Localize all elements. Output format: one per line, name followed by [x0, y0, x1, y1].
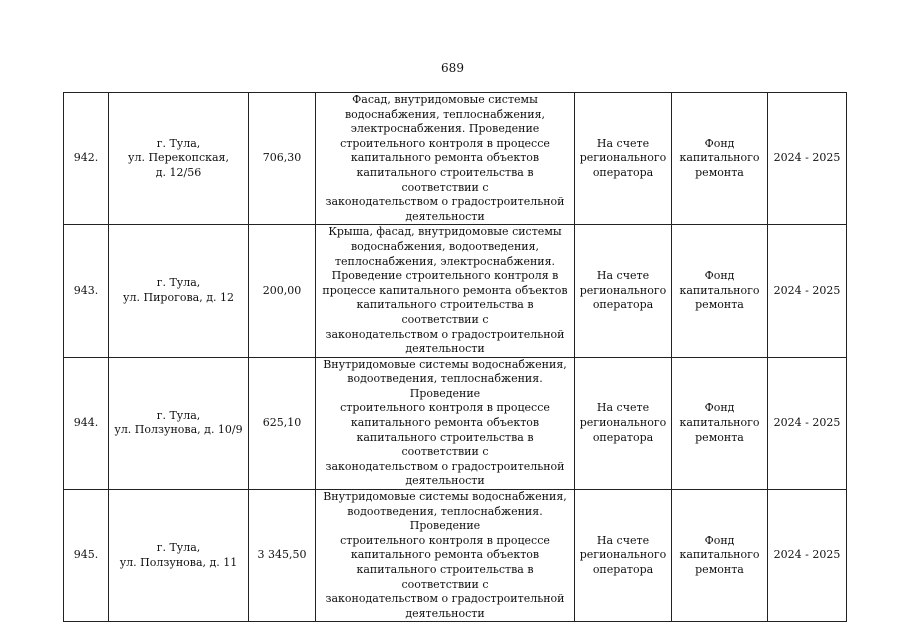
row-number-cell: [64, 225, 109, 357]
account-line: регионального: [579, 416, 667, 430]
fund-line: ремонта: [695, 298, 744, 312]
table-row: [64, 490, 847, 622]
address-line: д. 12/56: [155, 165, 202, 179]
fund-line: Фонд: [704, 136, 735, 150]
works-line: законодательством о градостроительной: [325, 459, 565, 473]
account-cell: [575, 357, 672, 489]
works-line: Крыша, фасад, внутридомовые системы: [328, 225, 562, 239]
account-line: оператора: [592, 298, 654, 312]
table-row: [64, 93, 847, 225]
row-number-cell: [64, 93, 109, 225]
address-line: г. Тула,: [156, 541, 201, 555]
account-line: регионального: [579, 151, 667, 165]
works-cell: [316, 93, 575, 225]
row-number: 943.: [73, 283, 99, 297]
fund-line: Фонд: [704, 401, 735, 415]
address-line: ул. Перекопская,: [128, 151, 229, 165]
works-line: законодательством о градостроительной: [325, 195, 565, 209]
area-value: 706,30: [262, 151, 302, 165]
fund-cell: [672, 225, 768, 357]
period-value: 2024 - 2025: [773, 283, 841, 297]
account-line: На счете: [596, 136, 650, 150]
fund-line: Фонд: [704, 533, 735, 547]
row-number: 942.: [73, 151, 99, 165]
address-line: г. Тула,: [156, 136, 201, 150]
account-line: оператора: [592, 563, 654, 576]
works-cell: [316, 357, 575, 489]
fund-line: капитального: [679, 283, 760, 297]
area-cell: [249, 357, 316, 489]
account-line: регионального: [579, 283, 667, 297]
works-line: водоснабжения, теплоснабжения,: [344, 107, 546, 121]
works-line: деятельности: [405, 209, 485, 223]
period-value: 2024 - 2025: [773, 548, 841, 562]
period-cell: [768, 93, 847, 225]
works-line: водоотведения, теплоснабжения. Проведение: [347, 372, 543, 400]
account-line: оператора: [592, 430, 654, 444]
table-row: [64, 357, 847, 489]
account-cell: [575, 225, 672, 357]
works-line: деятельности: [405, 474, 485, 488]
period-cell: [768, 490, 847, 622]
table-row: [64, 225, 847, 357]
row-number: 944.: [73, 416, 99, 430]
account-line: оператора: [592, 165, 654, 179]
account-line: регионального: [579, 548, 667, 562]
fund-line: ремонта: [695, 165, 744, 179]
fund-cell: [672, 490, 768, 622]
area-cell: [249, 490, 316, 622]
works-cell: [316, 225, 575, 357]
fund-line: капитального: [679, 151, 760, 165]
works-line: строительного контроля в процессе: [340, 533, 550, 547]
address-cell: [109, 225, 249, 357]
works-line: водоснабжения, водоотведения,: [350, 239, 540, 253]
works-line: Проведение строительного контроля в: [331, 269, 559, 283]
works-line: капитального строительства в соответствии с: [356, 563, 534, 591]
row-number-cell: [64, 357, 109, 489]
works-line: электроснабжения. Проведение: [350, 122, 540, 136]
fund-cell: [672, 93, 768, 225]
row-number: 945.: [73, 548, 99, 562]
period-cell: [768, 225, 847, 357]
works-line: капитального строительства в соответствии с: [356, 298, 534, 326]
area-value: 200,00: [262, 283, 302, 297]
period-value: 2024 - 2025: [773, 416, 841, 430]
fund-line: ремонта: [695, 430, 744, 444]
works-line: капитального строительства в соответствии с: [356, 430, 534, 459]
address-line: ул. Ползунова, д. 11: [119, 555, 238, 569]
account-line: На счете: [596, 533, 650, 547]
account-cell: [575, 490, 672, 622]
account-line: На счете: [596, 401, 650, 415]
works-line: Фасад, внутридомовые системы: [352, 93, 538, 106]
address-cell: [109, 357, 249, 489]
works-line: строительного контроля в процессе: [340, 401, 550, 415]
works-line: деятельности: [405, 342, 485, 356]
works-line: законодательством о градостроительной: [325, 592, 565, 606]
works-line: капитального ремонта объектов: [350, 416, 540, 430]
works-line: Внутридомовые системы водоснабжения,: [323, 490, 567, 504]
fund-cell: [672, 357, 768, 489]
works-cell: [316, 490, 575, 622]
repair-schedule-table: [63, 92, 847, 622]
address-line: г. Тула,: [156, 408, 201, 422]
works-line: деятельности: [405, 606, 485, 620]
fund-line: ремонта: [695, 563, 744, 576]
page-number: 689: [441, 61, 464, 75]
address-cell: [109, 93, 249, 225]
period-cell: [768, 357, 847, 489]
account-cell: [575, 93, 672, 225]
works-line: законодательством о градостроительной: [325, 327, 565, 341]
works-line: строительного контроля в процессе: [340, 136, 550, 150]
address-line: ул. Ползунова, д. 10/9: [114, 423, 243, 437]
address-cell: [109, 490, 249, 622]
address-line: г. Тула,: [156, 276, 201, 290]
period-value: 2024 - 2025: [773, 151, 841, 165]
row-number-cell: [64, 490, 109, 622]
area-value: 3 345,50: [257, 548, 307, 562]
works-line: водоотведения, теплоснабжения. Проведение: [347, 504, 543, 533]
works-line: капитального ремонта объектов: [350, 151, 540, 165]
area-cell: [249, 93, 316, 225]
works-line: процессе капитального ремонта объектов: [322, 283, 568, 297]
works-line: капитального строительства в соответствии с: [356, 165, 534, 194]
area-cell: [249, 225, 316, 357]
fund-line: капитального: [679, 416, 760, 430]
address-line: ул. Пирогова, д. 12: [123, 291, 234, 305]
works-line: капитального ремонта объектов: [350, 548, 540, 562]
fund-line: капитального: [679, 548, 760, 562]
works-line: Внутридомовые системы водоснабжения,: [323, 357, 567, 371]
fund-line: Фонд: [704, 269, 735, 283]
account-line: На счете: [596, 269, 650, 283]
works-line: теплоснабжения, электроснабжения.: [334, 254, 556, 268]
area-value: 625,10: [262, 416, 302, 430]
